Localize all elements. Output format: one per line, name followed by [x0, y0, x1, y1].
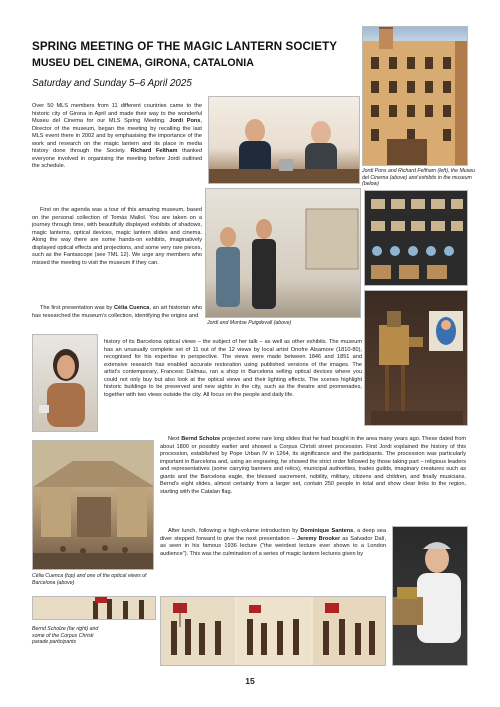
- paragraph-1: [32, 103, 202, 171]
- p3-text-b: , an art historian who has researched the museum's collection, identifying the origins and: [32, 305, 202, 319]
- bernd-illustration: [393, 527, 468, 666]
- caption-speakers-museum: Jordi Pons and Richard Feltham (left), the Museu del Cinema (above) and exhibits in the museum (below): [362, 168, 476, 187]
- p4-name-bernd: Bernd Scholze: [181, 436, 221, 442]
- article-subtitle: MUSEU DEL CINEMA, GIRONA, CATALONIA: [32, 57, 254, 69]
- p1-text-c: thanked everyone involved in organising the meeting before Jordi outlined the schedule.: [32, 148, 203, 169]
- lantern-illustration: [365, 291, 468, 426]
- p1-text-b: , Director of the museum, began the meeting by recalling the last MLS event there in 2002 and by emphasising the importance of the work and research on the magic lantern and its place in media history done through the Society.: [32, 118, 202, 154]
- speakers-illustration: [209, 97, 360, 184]
- p1-name-richard: Richard Feltham: [130, 148, 178, 154]
- bernd-photo: [392, 526, 468, 666]
- procession-left-illustration: [33, 597, 156, 620]
- optical-view-photo: [32, 440, 154, 570]
- caption-bernd-procession: Bernd Scholze (far right) and some of the Corpus Christi parade participants: [32, 626, 99, 645]
- paragraph-3-continued: history of its Barcelona optical views – the subject of her talk – as well as other exhibits. The museum has an unusually complete set of 11 out of the 12 views by local artist Onofre Alsamore (1810-80), recognised for his expertise in perspective. The views were made between 1846 and 1851 and extensive research has enabled accurate restoration using published versions of the images. The artist's contemporary, Francesc Dalmau, ran a shop in Barcelona selling optical devices where you could not only buy but also look at the optical views and their lighting effects. The scenes highlight historic buildings to be preserved and new sights in the city, such as the theatre and promenades, together with two views outside the city. All focus on the people and daily life.: [104, 339, 362, 398]
- p3-name-celia: Cèlia Cuenca: [114, 305, 150, 311]
- puigdevall-illustration: [206, 189, 361, 318]
- exhibits-photo: [364, 190, 468, 286]
- exhibits-illustration: [365, 191, 468, 286]
- building-illustration: [363, 27, 468, 166]
- caption-puigdevall: Jordi and Montse Puigdevall (above): [207, 320, 292, 326]
- procession-strip-left: [32, 596, 156, 620]
- lantern-exhibit-photo: [364, 290, 468, 426]
- procession-illustration: [161, 597, 386, 666]
- p1-name-jordi: Jordi Pons: [169, 118, 201, 124]
- paragraph-5: [160, 528, 386, 558]
- caption-celia-optical: Cèlia Cuenca (top) and one of the optical views of Barcelona (above): [32, 573, 147, 586]
- article-dateline: Saturday and Sunday 5–6 April 2025: [32, 78, 192, 89]
- p5-name-dominique: Dominique Santens: [300, 528, 354, 534]
- p4-text-b: projected some rare long slides that he had bought in the area many years ago. These dated from about 1800 or possibly earlier and showed a Corpus Christi street procession. First Jordi explained the history of this procession, established by Pope Urban IV in 1264, its significance and the participants. The procession was particularly important in Barcelona and, using an engraving, he showed the strict order followed by those taking part – religious leaders and representatives (some carrying banners and relics), municipal authorities, trades guilds, imaginary creatures such as giants and the Barcelona eagle, the blessed sacrement, nobility, military, citizens and children, and finally musicians. Bernd's eight slides, almost certainly from a larger set, contain 250 people in total and show clear links to the region, starting with the Catalan flag.: [160, 436, 467, 495]
- paragraph-3: [32, 305, 202, 320]
- p5-text-b: , a deep sea diver stepped forward to give the next presentation –: [160, 528, 387, 542]
- paragraph-4: [160, 436, 466, 496]
- p5-text-c: as Salvador Dalí, as seen in his famous 1936 lecture ("the weirdest lecture ever shown to a London audience"). This was the culmination of a series of magic lantern lectures given by: [160, 535, 386, 557]
- article-title: SPRING MEETING OF THE MAGIC LANTERN SOCIETY: [32, 40, 338, 53]
- p1-text-a: Over 50 MLS members from 11 different countries came to the historic city of Girona in April and made their way to the wonderful Museu del Cinema for our MLS Spring Meeting.: [32, 103, 202, 124]
- p3-text-a: The first presentation was by: [40, 305, 114, 311]
- paragraph-2: First on the agenda was a tour of this amazing museum, based on the personal collection of Tomàs Mallol. You are taken on a journey through time, with beautifully displayed exhibits of shadows, magic lanterns, optical devices, magic lantern slides and cinema. Along the way there are some hands-on exhibits, imaginatively displayed optical effects and projections, and some very rare pieces, such as the Fantascope (see TML 12). We urge any members who missed the meeting to visit the museum if they can.: [32, 207, 202, 266]
- celia-illustration: [33, 335, 98, 432]
- puigdevall-photo: [205, 188, 361, 318]
- p4-text-a: Next: [168, 436, 182, 442]
- procession-strip-photo: [160, 596, 386, 666]
- speakers-photo: [208, 96, 360, 184]
- p5-name-jeremy: Jeremy Brooker: [296, 535, 341, 542]
- p5-text-a: After lunch, following a high-volume introduction by: [168, 528, 301, 534]
- celia-photo: [32, 334, 98, 432]
- museum-building-photo: [362, 26, 468, 166]
- page-number: 15: [245, 676, 255, 686]
- optical-view-illustration: [33, 441, 154, 570]
